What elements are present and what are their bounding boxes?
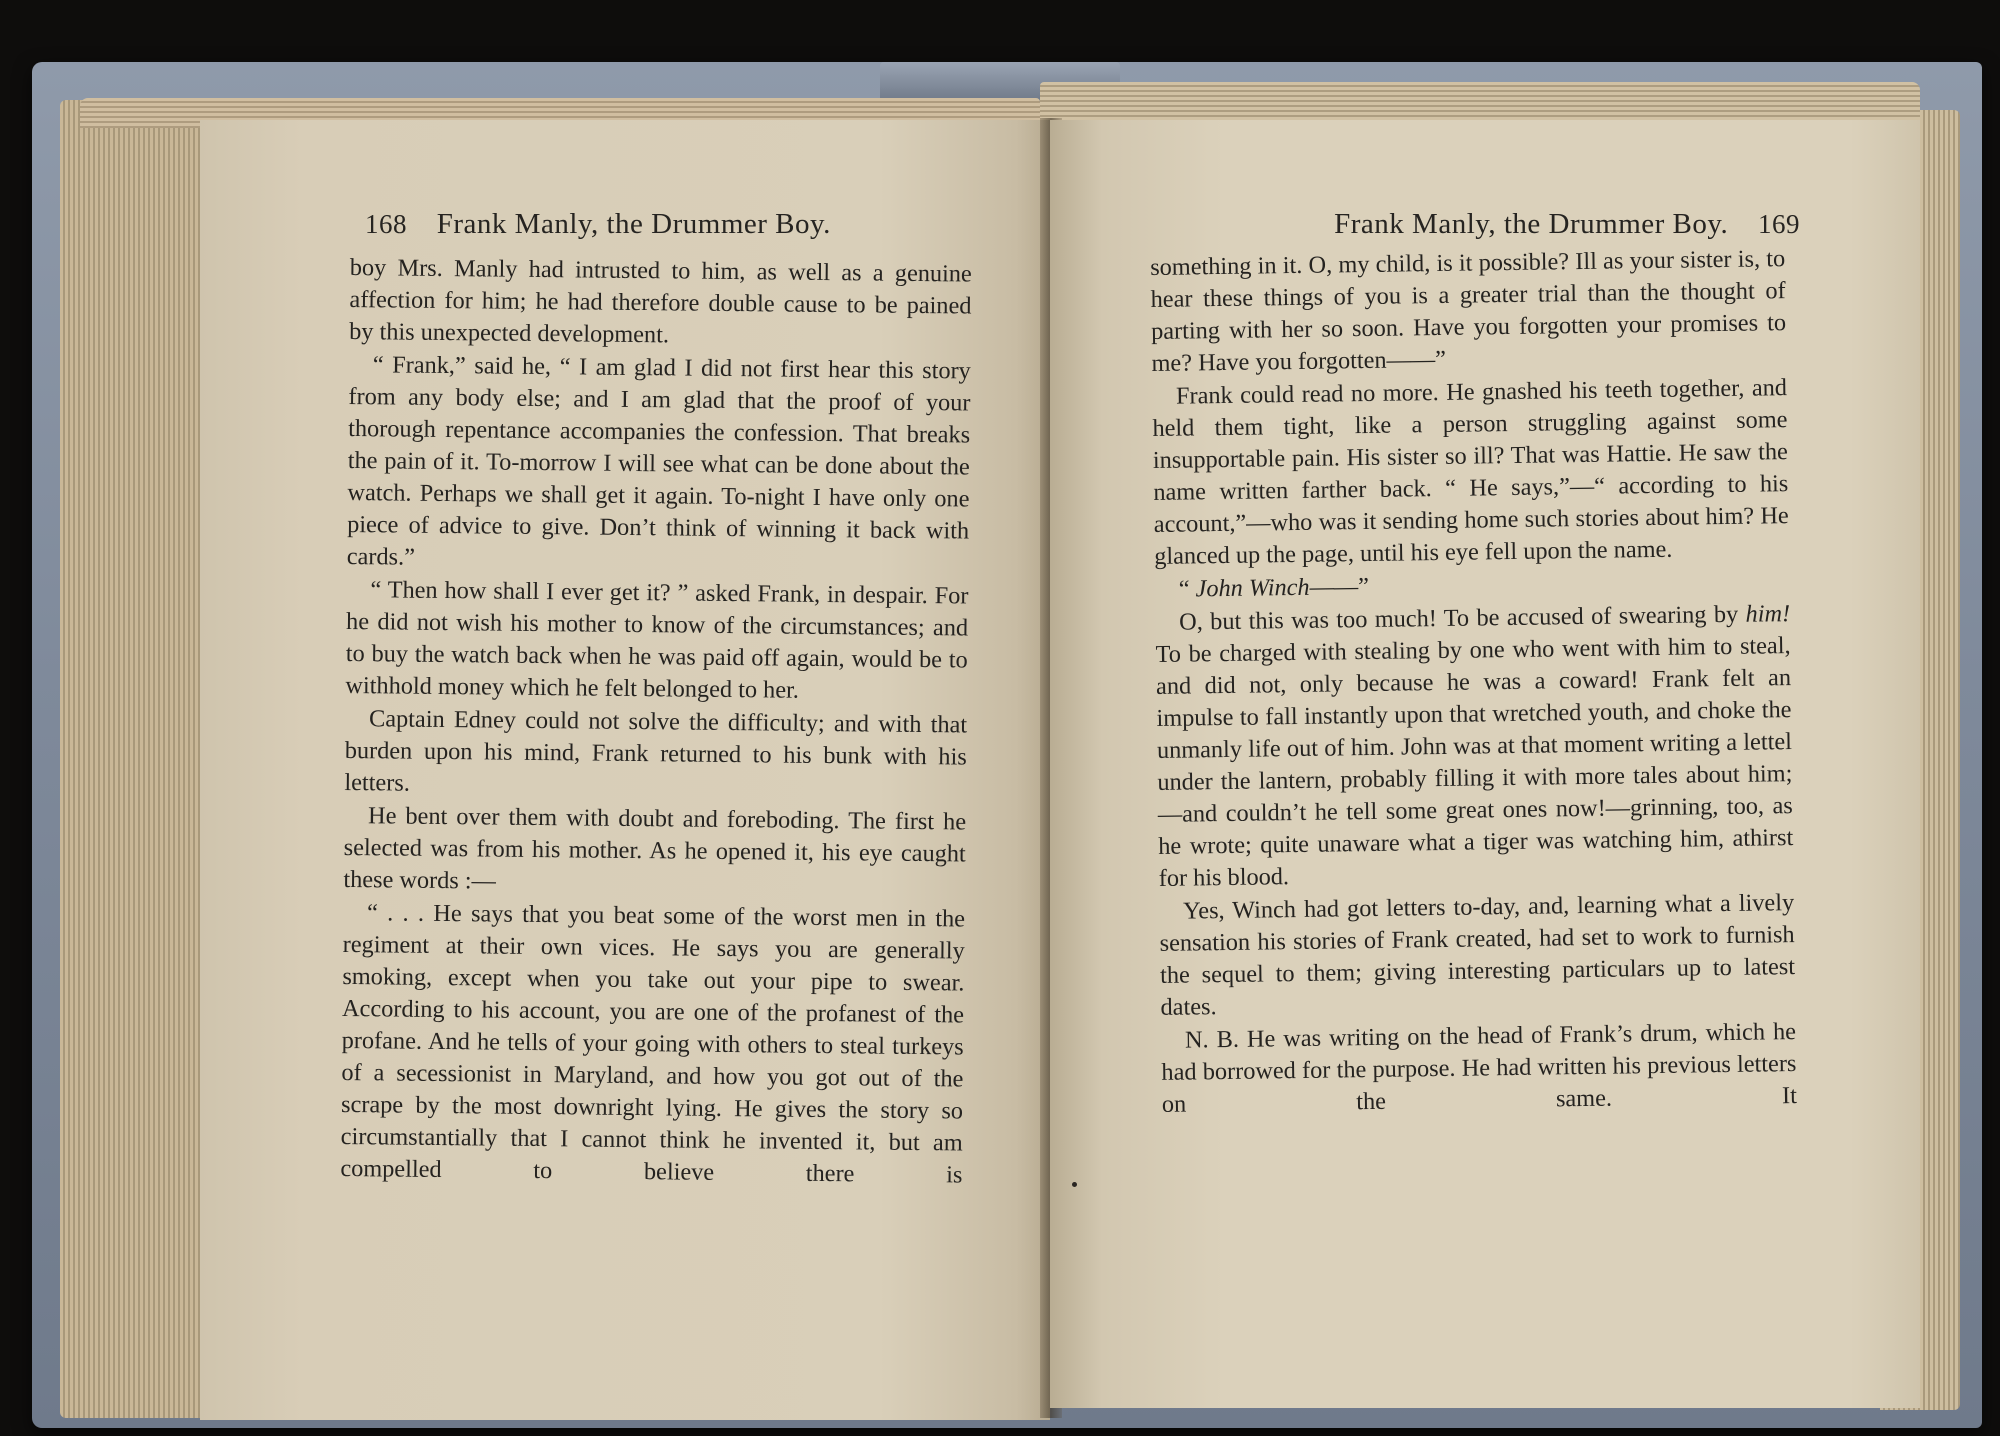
emphasis: him! bbox=[1745, 600, 1791, 628]
right-page-number: 169 bbox=[1758, 209, 1800, 239]
left-page-text bbox=[340, 252, 972, 1192]
paragraph: N. B. He was writing on the head of Frank’s drum, which he had borrowed for the purpose. He had written his previous letters on the same. It bbox=[1161, 1018, 1798, 1118]
paragraph: Frank could read no more. He gnashed his teeth together, and held them tight, like a person struggling against some insupportable pain. His sister so ill? That was Hattie. He saw the name written farther back. “ He says,”—“ according to his account,”—who was it sending home such stories about him? He glanced up the page, until his eye fell upon the name. bbox=[1152, 374, 1789, 570]
paragraph: Captain Edney could not solve the difficulty; and with that burden upon his mind, Frank returned to his bunk with his letters. bbox=[344, 705, 968, 797]
text-run: O, but this was too much! To be accused of swearing by bbox=[1178, 600, 1746, 636]
paragraph: “ . . . He says that you beat some of the worst men in the regiment at their own vices. He says you are generally smoking, except when you take out your pipe to swear. According to his account, you are one of the profanest of the profane. And he tells of your going with others to steal turkeys of a secessionist in Maryland, and how you got out of the scrape by the most downright lying. He gives the story so circumstantially that I cannot think he invented it, but am compelled to believe there is bbox=[340, 899, 966, 1189]
paragraph: Yes, Winch had got letters to-day, and, learning what a lively sensation his stories of Frank created, had set to work to furnish the sequel to them; giving interesting particulars up to latest dates. bbox=[1159, 889, 1796, 1021]
paragraph: boy Mrs. Manly had intrusted to him, as well as a genuine affection for him; he had therefore double cause to be pained by this unexpected development. bbox=[349, 253, 972, 349]
paragraph: “ Frank,” said he, “ I am glad I did not first hear this story from any body else; and I am glad that the proof of your thorough repentance accompanies the confession. That breaks the pain of it. To-morrow I will see what can be done about the watch. Perhaps we shall get it again. To-night I have only one piece of advice to give. Don’t think of winning it back with cards.” bbox=[346, 351, 971, 571]
left-running-title: Frank Manly, the Drummer Boy. bbox=[436, 208, 831, 240]
paragraph: something in it. O, my child, is it possible? Ill as your sister is, to hear these things of you is a greater trial than the thought of parting with her so soon. Have you forgotten your promises to me? Have you forgotten——” bbox=[1150, 245, 1787, 377]
left-page-header bbox=[365, 208, 831, 241]
right-page-text bbox=[1150, 243, 1797, 1122]
left-page-number: 168 bbox=[365, 209, 407, 239]
left-page bbox=[200, 120, 1050, 1420]
text-run: To be charged with stealing by one who went with him to steal, and did not, only because he was a coward! Frank felt an impulse to fall instantly upon that wretched youth, and choke the unmanly life out of him. John was at that moment writing a lettel under the lantern, probably filling it with more tales about him;—and couldn’t he tell some great ones now!—grinning, too, as he wrote; quite unaware what a tiger was watching him, athirst for his blood. bbox=[1155, 632, 1794, 892]
paragraph: “ Then how shall I ever get it? ” asked Frank, in despair. For he did not wish his mother to know of the circumstances; and to buy the watch back when he was paid off again, would be to withhold money which he felt belonged to her. bbox=[345, 576, 969, 704]
page-edges-top-right bbox=[1040, 82, 1920, 124]
paragraph bbox=[1155, 598, 1794, 895]
quoted-name: John Winch bbox=[1195, 573, 1310, 603]
paragraph: He bent over them with doubt and foreboding. The first he selected was from his mother. As he opened it, his eye caught these words :— bbox=[343, 802, 967, 895]
ink-speck bbox=[1072, 1182, 1077, 1187]
quote-open: “ bbox=[1178, 575, 1196, 603]
right-page-header bbox=[1334, 208, 1800, 241]
right-page bbox=[1050, 120, 1920, 1408]
right-running-title: Frank Manly, the Drummer Boy. bbox=[1334, 208, 1729, 240]
quote-close: ——” bbox=[1309, 572, 1370, 601]
